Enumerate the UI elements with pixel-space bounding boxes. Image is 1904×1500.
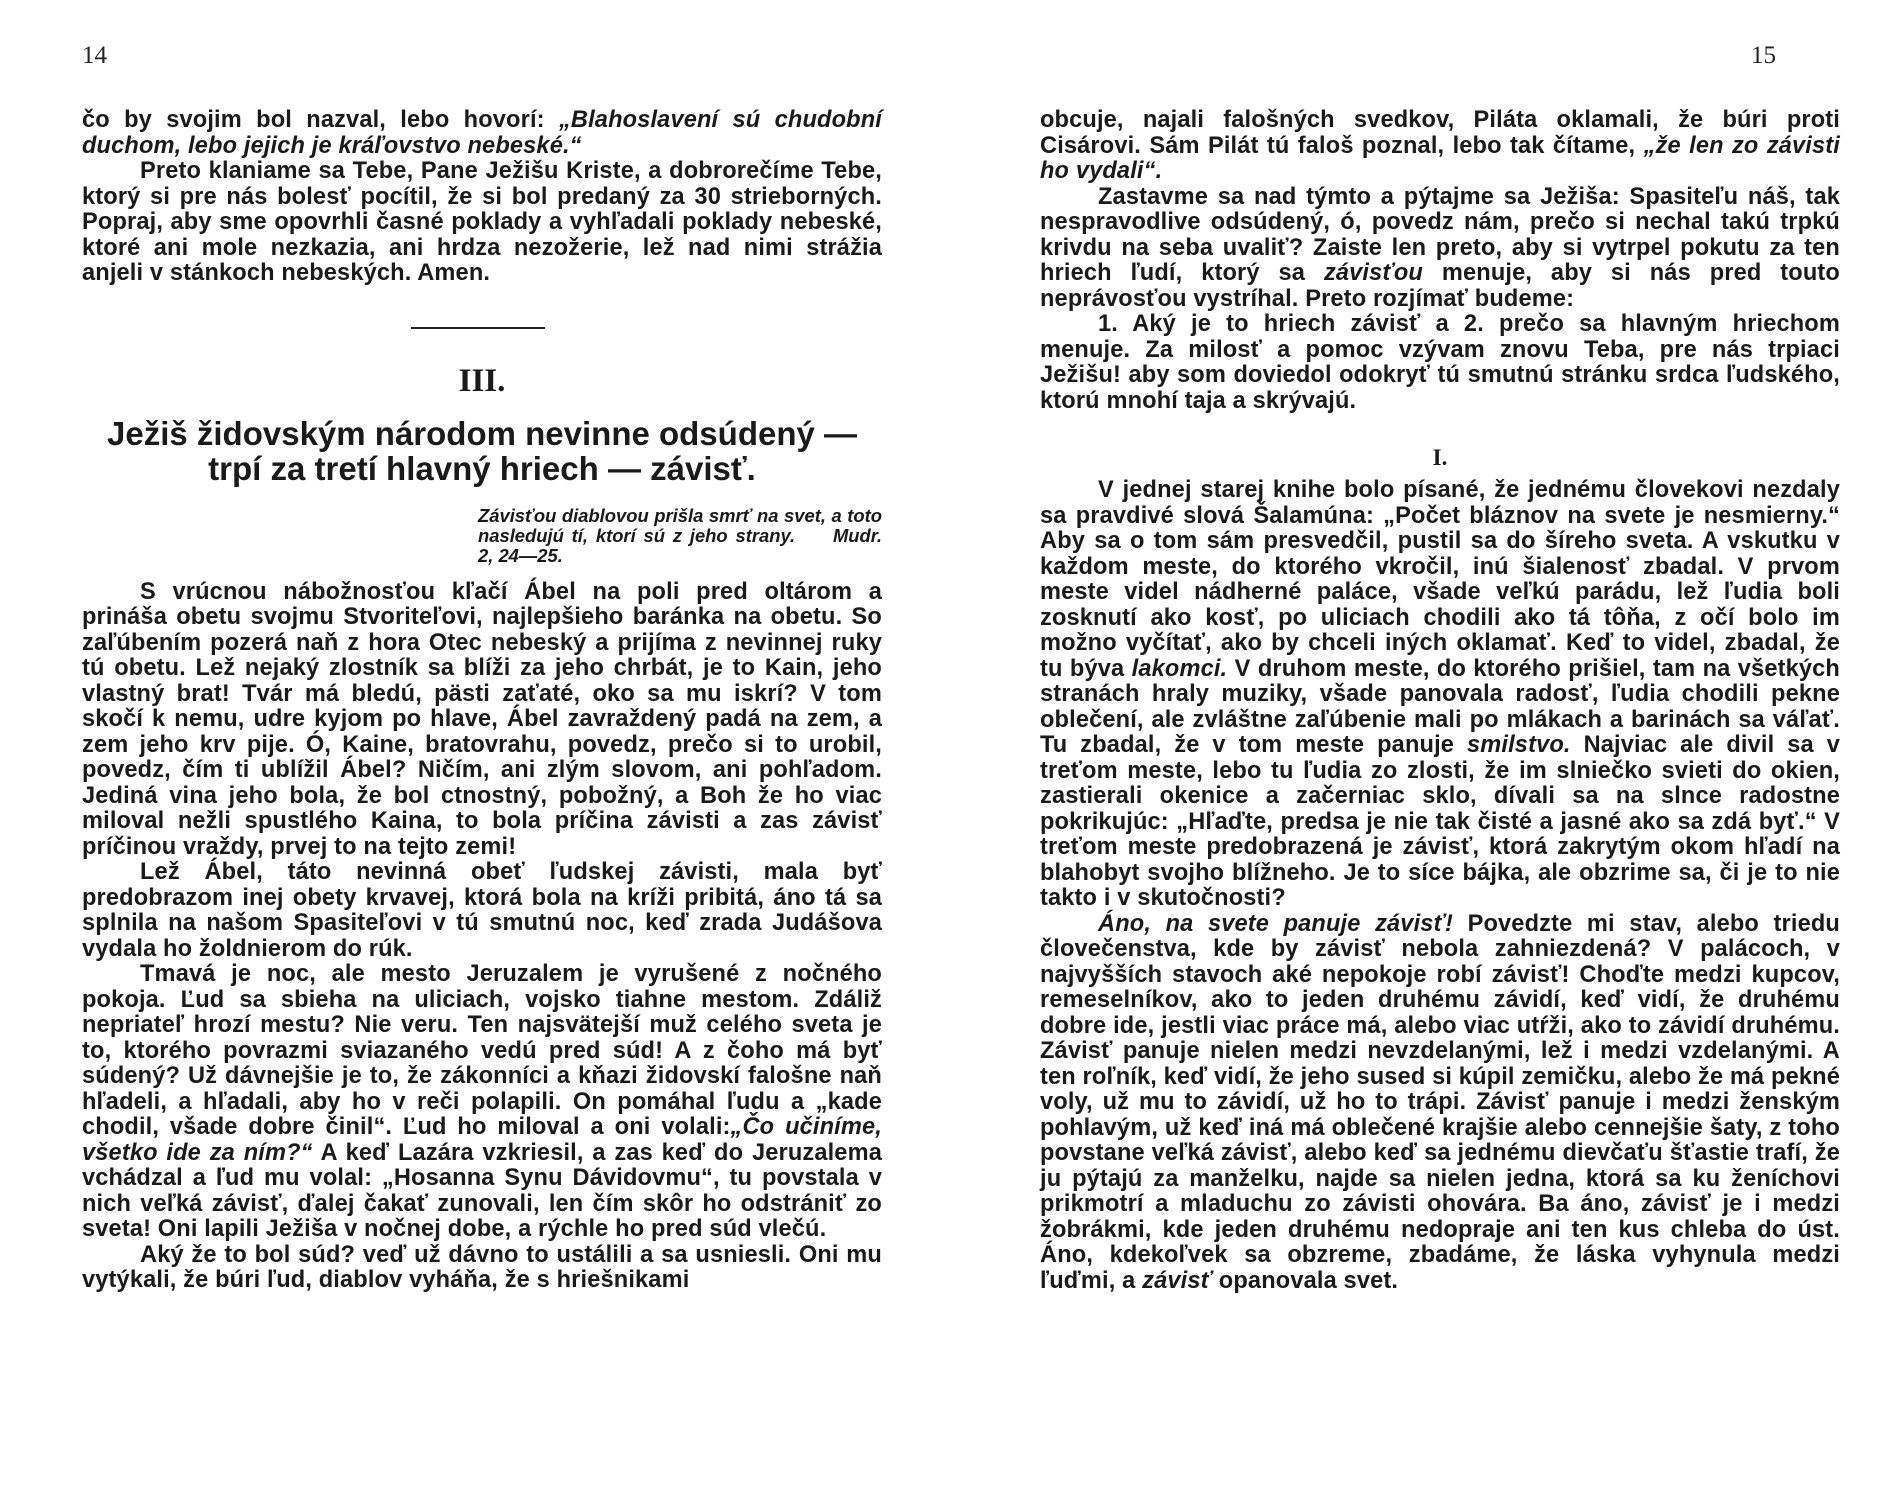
closing-prayer: Preto klaniame sa Tebe, Pane Ježišu Kriste, a dobrorečíme Tebe, ktorý si pre nás bolesť pocítil, že si bol predaný za 30 strieborných. Popraj, aby sme opovrhli časné poklady a vyhľadali poklady nebeské, ktoré ani mole nezkazia, ani hrdza nezožerie, lež nad nimi strážia anjeli v stánkoch nebeských. Amen. xyxy=(82,158,882,286)
paragraph-jerusalem xyxy=(82,962,882,1243)
p4-lakomci: lakomci. xyxy=(1131,655,1228,682)
motto-text: Závisťou diablovou prišla smrť na svet, a toto nasledujú tí, ktorí sú z jeho strany. xyxy=(478,504,882,546)
paragraph-envy-everywhere xyxy=(1040,912,1840,1295)
p5-zavist: závisť xyxy=(1142,1267,1213,1294)
p5-text: Povedzte mi stav, alebo triedu človečenstva, kde by závisť nebola zahniezdená? V palácoch, v najvyšších stavoch aké nepokoje robí závisť! Choďte medzi kupcov, remeselníkov, ako to jeden druhému závidí, keď vidí, že druhému dobre ide, jestli viac práce má, alebo viac utŕži, ako to závidí druhému. Závisť panuje nielen medzi nevzdelanými, lež i medzi vzdelanými. A ten roľník, keď vidí, že jeho sused si kúpil zemičku, alebo že má pekné voly, už mu to závidí, už ho to trápi. Závisť panuje i medzi ženským pohlavým, už keď iná má oblečené krajšie alebo cennejšie šaty, z toho povstane veľká závisť, alebo keď sa jednému dievčaťu šťastie trafí, že ju pýtajú za manželku, najde sa nielen jedna, ktorá sa ku ženíchovi prikmotrí a mladuchu zo závisti ohovára. Ba áno, závisť je i medzi žobrákmi, kde jeden druhému nedopraje ani ten kus chleba do úst. Áno, kdekoľvek sa obzreme, zbadáme, že láska vyhynula medzi ľuďmi, a xyxy=(1040,910,1840,1294)
opening-text: čo by svojim bol nazval, lebo hovorí: xyxy=(82,107,559,133)
p4-smilstvo: smilstvo. xyxy=(1466,732,1571,758)
chapter-title xyxy=(82,416,882,486)
paragraph-outline: 1. Aký je to hriech závisť a 2. prečo sa hlavným hriechom menuje. Za milosť a pomoc vzývam znovu Teba, pre nás trpiaci Ježišu! aby som doviedol odokryť tú smutnú stránku srdca ľudského, ktorú mnohí taja a skrývajú. xyxy=(1040,311,1840,414)
chapter-title-line-1: Ježiš židovským národom nevinne odsúdený — xyxy=(106,414,858,452)
paragraph-jerusalem-quote: „Čo učiníme, všetko ide za ním?“ xyxy=(82,1114,882,1166)
paragraph-jerusalem-text: Tmavá je noc, ale mesto Jeruzalem je vyrušené z nočného pokoja. Ľud sa sbieha na uliciach, vojsko tiahne mestom. Zdáliž nepriateľ hrozí mestu? Nie veru. Ten najsvätejší muž celého sveta je to, ktorého povrazmi sviazaného vedú pred súd! A z čoho má byť súdený? Už dávnejšie je to, že zákonníci a kňazi židovskí falošne naň hľadeli, a hľadali, aby ho v reči polapili. On pomáhal ľudu a „kade chodil, všade dobre činil“. Ľud ho miloval a oni volali: xyxy=(82,961,882,1140)
paragraph-jerusalem-rest: A keď Lazára vzkriesil, a zas keď do Jeruzalema vchádzal a ľud mu volal: „Hosanna Synu Dávidovmu“, tu povstala v nich veľká závisť, ďalej čakať zunovali, len čím skôr ho odstrániť zo sveta! Oni lapili Ježiša v nočnej dobe, a rýchle ho pred súd vlečú. xyxy=(82,1139,882,1242)
right-text-column xyxy=(1040,108,1840,1294)
paragraph-trial: Aký že to bol súd? veď už dávno to ustálili a sa usniesli. Oni mu vytýkali, že búri ľud, diablov vyháňa, že s hriešnikami xyxy=(82,1241,882,1293)
p5-italic: Áno, na svete panuje závisť! xyxy=(1098,910,1454,937)
paragraph-abel-prefigure: Lež Ábel, táto nevinná obeť ľudskej závisti, mala byť predobrazom inej obety krvavej, ktorá bola na kríži pribitá, áno tá sa splnila na našom Spasiteľovi v tú smutnú noc, keď zrada Judášova vydala ho žoldnierom do rúk. xyxy=(82,859,882,962)
motto-reference: Mudr. 2, 24—25. xyxy=(478,524,882,566)
p4-text-b: V druhom meste, do ktorého prišiel, tam na všetkých stranách hraly muziky, všade panovala radosť, ľudia chodili pekne oblečení, ale zvláštne zaľúbenie mali po mlákach a barinách sa váľať. Tu zbadal, že v tom meste panuje xyxy=(1040,655,1840,758)
chapter-motto xyxy=(478,506,882,566)
p4-text-a: V jednej starej knihe bolo písané, že jednému človekovi nezdaly sa pravdivé slová Šalamúna: „Počet bláznov na svete je nesmierny.“ Aby sa o tom sám presvedčil, pustil sa do šíreho sveta. A vskutku v každom meste, do ktorého vkročil, inú šialenosť zbadal. V prvom meste videl nádherné paláce, všade veľkú parádu, lež ľudia boli zosknutí ako kosť, po uliciach chodili ako tá tôňa, z očí bolo im možno vyčítať, ako by chceli iných oklamať. Keď to videl, zbadal, že tu býva xyxy=(1040,477,1840,682)
p2-italic: závisťou xyxy=(1323,260,1423,286)
right-page xyxy=(952,0,1904,1500)
chapter-title-line-2: trpí za tretí hlavný hriech — závisť. xyxy=(208,449,756,487)
p2-rest: menuje, aby si nás pred touto neprávosťou vystríhal. Preto rozjímať budeme: xyxy=(1040,260,1840,312)
section-divider xyxy=(411,327,545,329)
chapter-number: III. xyxy=(458,362,506,399)
p1-text: obcuje, najali falošných svedkov, Piláta oklamali, že búri proti Cisárovi. Sám Pilát tú faloš poznal, lebo tak čítame, xyxy=(1040,107,1840,159)
page-number-right: 15 xyxy=(1751,42,1776,69)
section-number: I. xyxy=(1432,445,1448,470)
paragraph-abel: S vrúcnou nábožnosťou kľačí Ábel na poli pred oltárom a prináša obetu svojmu Stvoriteľovi, najlepšieho baránka na obetu. So zaľúbením pozerá naň z hora Otec nebeský a prijíma z nevinnej ruky tú obetu. Lež nejaký zlostník sa blíži za jeho chrbát, je to Kain, jeho vlastný brat! Tvár má bledú, pästi zaťaté, oko sa mu iskrí? V tom skočí k nemu, udre kyjom po hlave, Ábel zavraždený padá na zem, a zem jeho krv pije. Ó, Kaine, bratovrahu, povedz, prečo si to urobil, povedz, čím ti ublížil Ábel? Ničím, ani zlým slovom, ani pohľadom. Jediná vina jeho bola, že bol ctnostný, pobožný, a Boh že ho viac miloval nežli spustlého Kaina, to bola príčina závisti a zas závisť príčinou vraždy, prvej to na tejto zemi! xyxy=(82,578,882,860)
opening-quote: „Blahoslavení sú chudobní duchom, lebo jejich je kráľovstvo nebeské.“ xyxy=(82,107,882,159)
left-text-column xyxy=(82,108,882,1294)
paragraph-false-witnesses xyxy=(1040,108,1840,185)
p2-text: Zastavme sa nad týmto a pýtajme sa Ježiša: Spasiteľu náš, tak nespravodlive odsúdený, ó, povedz nám, prečo si nechal takú trpkú krivdu na seba uvaliť? Zaiste len preto, aby si vytrpel pokutu za ten hriech ľudí, ktorý sa xyxy=(1040,183,1840,286)
p5-end: opanovala svet. xyxy=(1218,1267,1399,1294)
paragraph-question xyxy=(1040,185,1840,313)
p4-text-c: Najviac ale divil sa v treťom meste, lebo tu ľudia zo zlosti, že im slniečko svieti do okien, zastierali okenice a začerniac sklo, dívali sa na slnce radostne pokrikujúc: „Hľaďte, predsa je nie tak čisté a jasné ako sa zdá byť.“ V treťom meste predobrazená je závisť, ktorá zakrytým okom hľadí na blahobyt svojho blížneho. Je to síce bájka, ale obzrime sa, či je to nie takto i v skutočnosti? xyxy=(1040,732,1840,911)
paragraph-three-cities xyxy=(1040,478,1840,912)
p1-quote: „že len zo závisti ho vydali“. xyxy=(1040,132,1840,184)
opening-paragraph xyxy=(82,108,882,159)
page-number-left: 14 xyxy=(82,42,107,69)
